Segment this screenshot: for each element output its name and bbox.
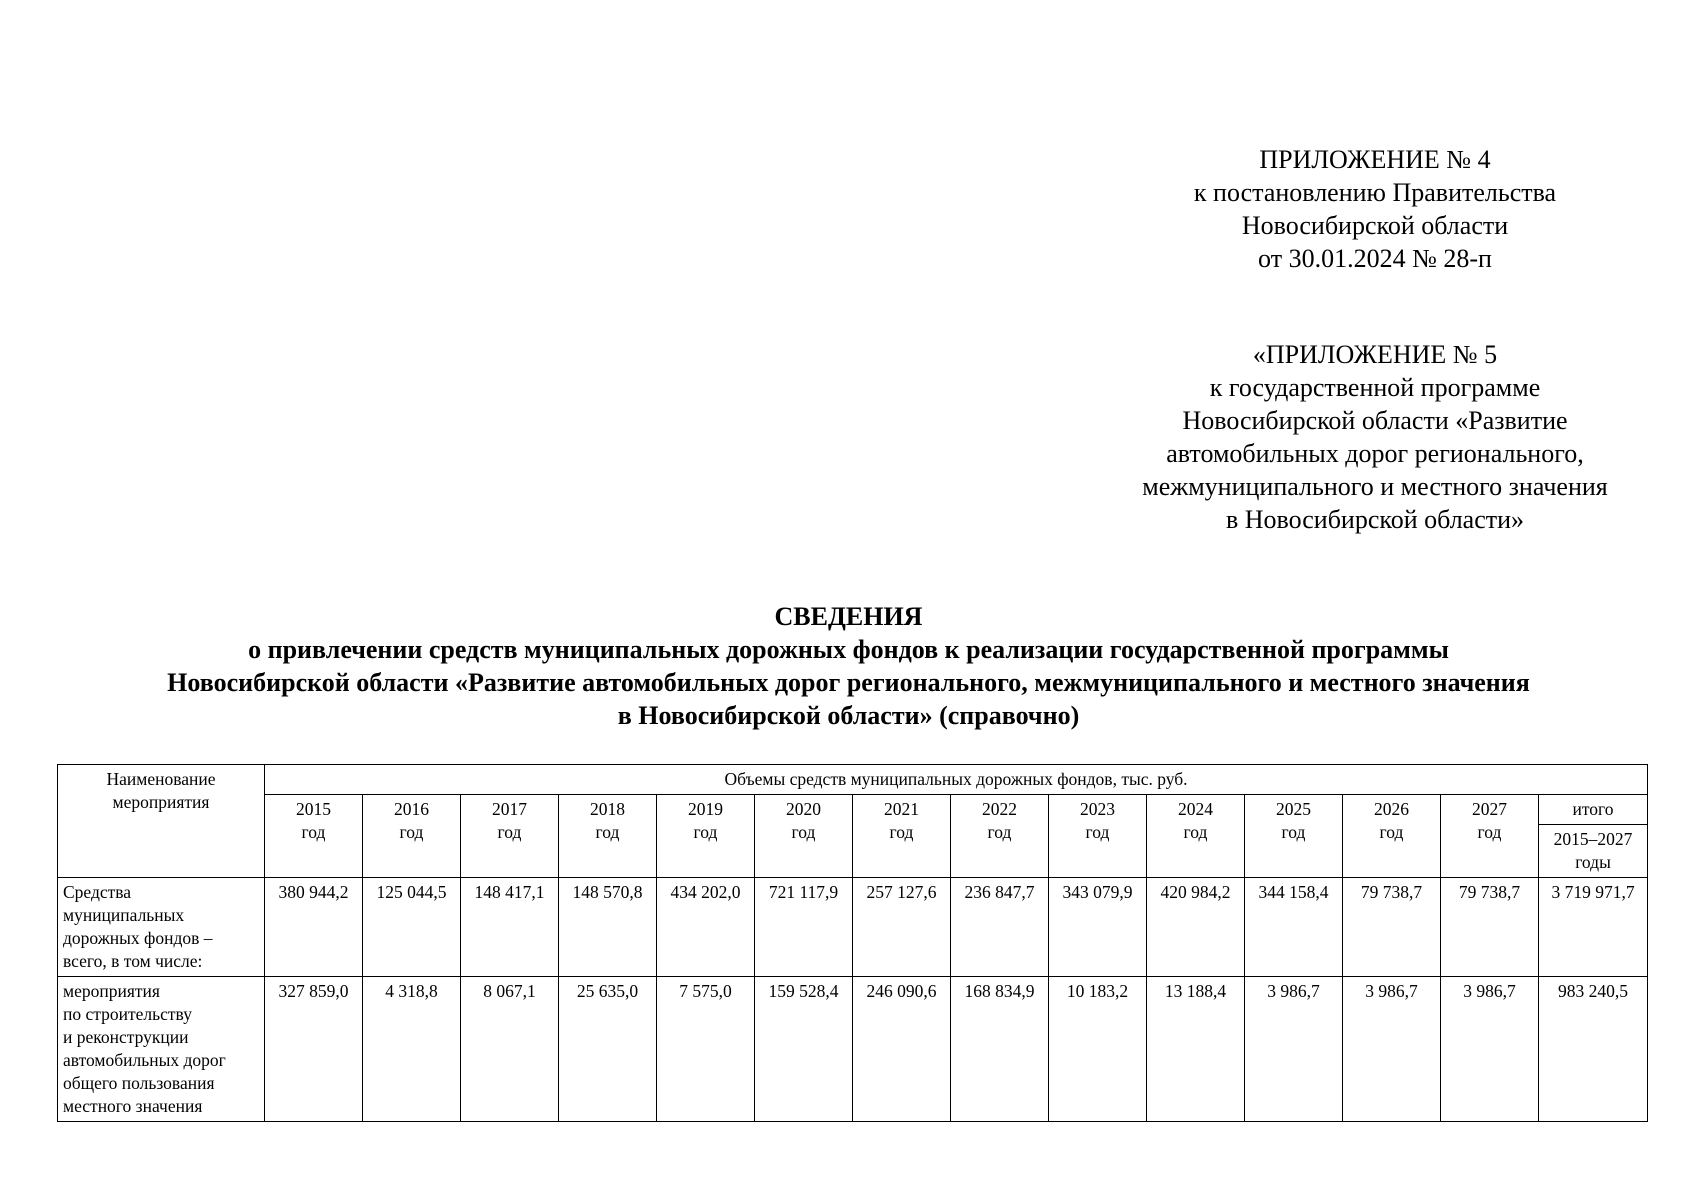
year-label: 2017 <box>492 799 527 819</box>
year-header <box>363 795 461 878</box>
appendix-5-line: автомобильных дорог регионального, <box>1166 439 1584 468</box>
table-row <box>58 878 1648 977</box>
year-suffix: год <box>1281 822 1306 842</box>
year-label: 2015 <box>296 799 331 819</box>
value-cell: 327 859,0 <box>265 977 363 1122</box>
value-cell: 257 127,6 <box>853 878 951 977</box>
value-cell: 721 117,9 <box>755 878 853 977</box>
value-cell: 246 090,6 <box>853 977 951 1122</box>
funds-table <box>57 764 1648 1122</box>
title-line: Новосибирской области «Развитие автомобильных дорог регионального, межмуниципального и местного значения <box>167 668 1530 697</box>
row-name-line: Средства <box>63 882 132 902</box>
value-cell: 380 944,2 <box>265 878 363 977</box>
year-suffix: год <box>399 822 424 842</box>
year-header <box>461 795 559 878</box>
year-header <box>1049 795 1147 878</box>
year-header <box>657 795 755 878</box>
appendix-4-line: ПРИЛОЖЕНИЕ № 4 <box>1259 145 1491 174</box>
year-header <box>1147 795 1245 878</box>
appendix-5-line: Новосибирской области «Развитие <box>1182 406 1568 435</box>
row-name-line: общего пользования <box>63 1073 215 1093</box>
value-cell: 343 079,9 <box>1049 878 1147 977</box>
year-suffix: год <box>595 822 620 842</box>
document-title <box>60 600 1637 732</box>
appendix-4-line: Новосибирской области <box>1241 211 1509 240</box>
title-line: в Новосибирской области» (справочно) <box>617 701 1080 730</box>
year-label: 2018 <box>590 799 625 819</box>
value-cell: 344 158,4 <box>1245 878 1343 977</box>
year-suffix: год <box>1183 822 1208 842</box>
row-name-cell <box>58 878 265 977</box>
year-suffix: год <box>693 822 718 842</box>
year-header <box>1343 795 1441 878</box>
year-header <box>951 795 1049 878</box>
value-cell: 159 528,4 <box>755 977 853 1122</box>
year-suffix: год <box>791 822 816 842</box>
value-cell: 8 067,1 <box>461 977 559 1122</box>
year-label: 2022 <box>982 799 1017 819</box>
name-header-line: Наименование <box>106 769 216 789</box>
year-suffix: год <box>1085 822 1110 842</box>
value-cell: 236 847,7 <box>951 878 1049 977</box>
total-header: итого <box>1539 795 1648 825</box>
year-label: 2021 <box>884 799 919 819</box>
year-label: 2023 <box>1080 799 1115 819</box>
value-cell: 434 202,0 <box>657 878 755 977</box>
value-cell: 148 417,1 <box>461 878 559 977</box>
value-cell: 125 044,5 <box>363 878 461 977</box>
year-label: 2027 <box>1472 799 1507 819</box>
year-label: 2025 <box>1276 799 1311 819</box>
value-cell: 148 570,8 <box>559 878 657 977</box>
appendix-5-header <box>1100 338 1650 536</box>
title-line: о привлечении средств муниципальных дорожных фондов к реализации государственной программы <box>248 635 1449 664</box>
appendix-5-line: «ПРИЛОЖЕНИЕ № 5 <box>1252 340 1498 369</box>
year-label: 2024 <box>1178 799 1213 819</box>
row-name-line: и реконструкции <box>63 1027 189 1047</box>
year-header <box>1245 795 1343 878</box>
value-cell: 3 986,7 <box>1343 977 1441 1122</box>
total-period-line: 2015–2027 <box>1553 829 1633 849</box>
row-name-line: по строительству <box>63 1004 192 1024</box>
appendix-5-line: к государственной программе <box>1209 373 1541 402</box>
year-header <box>559 795 657 878</box>
year-suffix: год <box>987 822 1012 842</box>
table-row <box>58 977 1648 1122</box>
row-name-line: дорожных фондов – <box>63 928 213 948</box>
year-label: 2026 <box>1374 799 1409 819</box>
row-name-line: автомобильных дорог <box>63 1050 226 1070</box>
volumes-header: Объемы средств муниципальных дорожных фондов, тыс. руб. <box>265 765 1648 795</box>
value-cell: 3 986,7 <box>1245 977 1343 1122</box>
year-suffix: год <box>301 822 326 842</box>
name-header-line: мероприятия <box>112 792 210 812</box>
row-name-line: муниципальных <box>63 905 185 925</box>
appendix-4-line: к постановлению Правительства <box>1193 178 1557 207</box>
value-cell: 13 188,4 <box>1147 977 1245 1122</box>
total-cell: 983 240,5 <box>1539 977 1648 1122</box>
value-cell: 25 635,0 <box>559 977 657 1122</box>
year-header <box>1441 795 1539 878</box>
year-label: 2020 <box>786 799 821 819</box>
value-cell: 10 183,2 <box>1049 977 1147 1122</box>
value-cell: 79 738,7 <box>1441 878 1539 977</box>
total-cell: 3 719 971,7 <box>1539 878 1648 977</box>
value-cell: 7 575,0 <box>657 977 755 1122</box>
year-header <box>265 795 363 878</box>
value-cell: 4 318,8 <box>363 977 461 1122</box>
appendix-4-line: от 30.01.2024 № 28-п <box>1258 244 1492 273</box>
year-suffix: год <box>1379 822 1404 842</box>
title-heading: СВЕДЕНИЯ <box>774 602 923 631</box>
year-suffix: год <box>889 822 914 842</box>
year-header <box>755 795 853 878</box>
name-column-header <box>58 765 265 878</box>
total-period-header <box>1539 825 1648 878</box>
row-name-line: местного значения <box>63 1096 203 1116</box>
appendix-5-line: в Новосибирской области» <box>1225 505 1525 534</box>
appendix-4-header <box>1120 143 1630 275</box>
year-label: 2019 <box>688 799 723 819</box>
value-cell: 168 834,9 <box>951 977 1049 1122</box>
year-suffix: год <box>1477 822 1502 842</box>
total-period-line: годы <box>1575 852 1611 872</box>
row-name-line: мероприятия <box>63 981 160 1001</box>
row-name-cell <box>58 977 265 1122</box>
value-cell: 420 984,2 <box>1147 878 1245 977</box>
year-label: 2016 <box>394 799 429 819</box>
year-header <box>853 795 951 878</box>
value-cell: 3 986,7 <box>1441 977 1539 1122</box>
value-cell: 79 738,7 <box>1343 878 1441 977</box>
row-name-line: всего, в том числе: <box>63 951 203 971</box>
appendix-5-line: межмуниципального и местного значения <box>1142 472 1608 501</box>
year-suffix: год <box>497 822 522 842</box>
